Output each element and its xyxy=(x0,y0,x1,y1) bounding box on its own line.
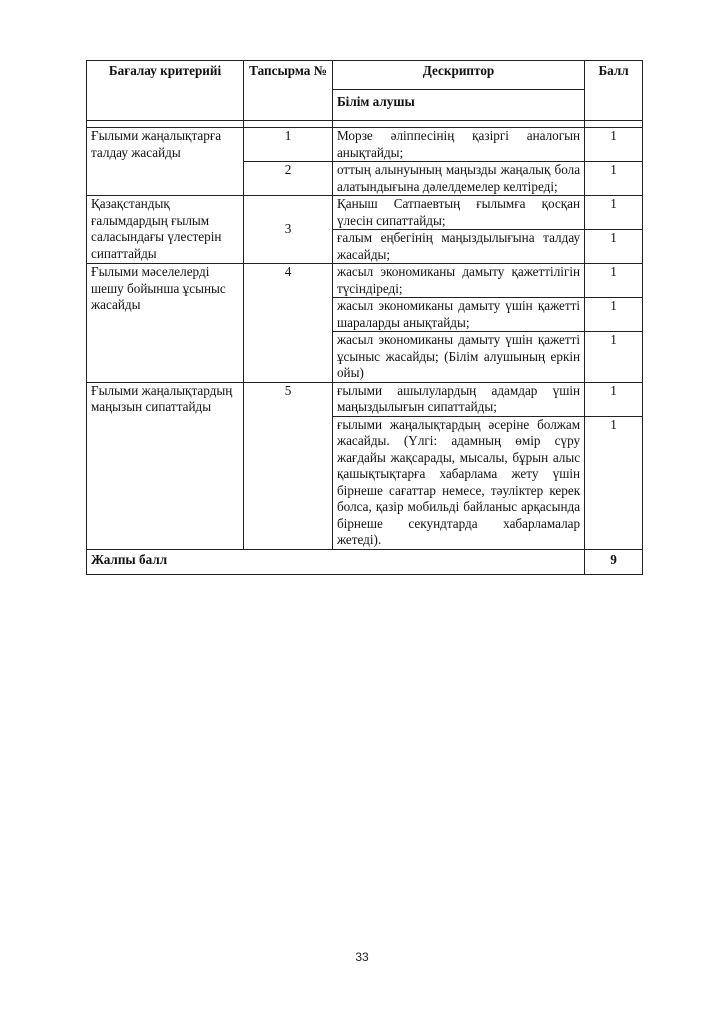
descriptor-cell: жасыл экономиканы дамыту қажеттілігін түсіндіреді; xyxy=(332,264,584,298)
total-points: 9 xyxy=(585,549,643,574)
page-number: 33 xyxy=(355,950,369,964)
table-row xyxy=(87,196,643,230)
task-number-cell: 1 xyxy=(244,128,333,162)
points-cell: 1 xyxy=(585,264,643,298)
points-cell: 1 xyxy=(585,196,643,230)
total-row xyxy=(87,549,643,574)
descriptor-cell: ғылыми ашылулардың адамдар үшін маңыздылығын сипаттайды; xyxy=(332,382,584,416)
header-descriptor: Дескриптор xyxy=(332,61,584,90)
descriptor-cell: Қаныш Сатпаевтың ғылымға қосқан үлесін сипаттайды; xyxy=(332,196,584,230)
header-points: Балл xyxy=(585,61,643,121)
table-row xyxy=(87,128,643,162)
task-number-cell: 5 xyxy=(244,382,333,549)
total-label: Жалпы балл xyxy=(87,549,585,574)
descriptor-cell: ғылыми жаңалықтардың әсеріне болжам жасайды. (Үлгі: адамның өмір сүру жағдайы жақсарады, мысалы, бұрын алыс қашықтықтарға хабарлама жету үшін бірнеше сағаттар немесе, тәуліктер керек болса, қазір мобильді байланыс арқасында бірнеше секундтарда хабарламалар жетеді). xyxy=(332,416,584,549)
task-number-cell: 3 xyxy=(244,196,333,264)
descriptor-cell: Морзе әліппесінің қазіргі аналогын анықтайды; xyxy=(332,128,584,162)
task-number-cell: 4 xyxy=(244,264,333,383)
table-row xyxy=(87,264,643,298)
header-task-number: Тапсырма № xyxy=(244,61,333,121)
descriptor-cell: оттың алынуының маңызды жаңалық бола алатындығына дәлелдемелер келтіреді; xyxy=(332,162,584,196)
points-cell: 1 xyxy=(585,230,643,264)
assessment-rubric-table xyxy=(86,60,643,575)
criterion-cell: Қазақстандық ғалымдардың ғылым саласындағы үлестерін сипаттайды xyxy=(87,196,244,264)
criterion-cell: Ғылыми жаңалықтардың маңызын сипаттайды xyxy=(87,382,244,549)
descriptor-cell: жасыл экономиканы дамыту үшін қажетті шараларды анықтайды; xyxy=(332,298,584,332)
task-number-cell: 2 xyxy=(244,162,333,196)
points-cell: 1 xyxy=(585,332,643,383)
criterion-cell: Ғылыми мәселелерді шешу бойынша ұсыныс жасайды xyxy=(87,264,244,383)
points-cell: 1 xyxy=(585,128,643,162)
descriptor-cell: ғалым еңбегінің маңыздылығына талдау жасайды; xyxy=(332,230,584,264)
header-learner: Білім алушы xyxy=(332,90,584,121)
header-criterion: Бағалау критерийі xyxy=(87,61,244,121)
points-cell: 1 xyxy=(585,382,643,416)
points-cell: 1 xyxy=(585,416,643,549)
points-cell: 1 xyxy=(585,298,643,332)
header-spacer-row xyxy=(87,121,643,128)
criterion-cell: Ғылыми жаңалықтарға талдау жасайды xyxy=(87,128,244,196)
table-row xyxy=(87,382,643,416)
descriptor-cell: жасыл экономиканы дамыту үшін қажетті ұсыныс жасайды; (Білім алушының еркін ойы) xyxy=(332,332,584,383)
points-cell: 1 xyxy=(585,162,643,196)
